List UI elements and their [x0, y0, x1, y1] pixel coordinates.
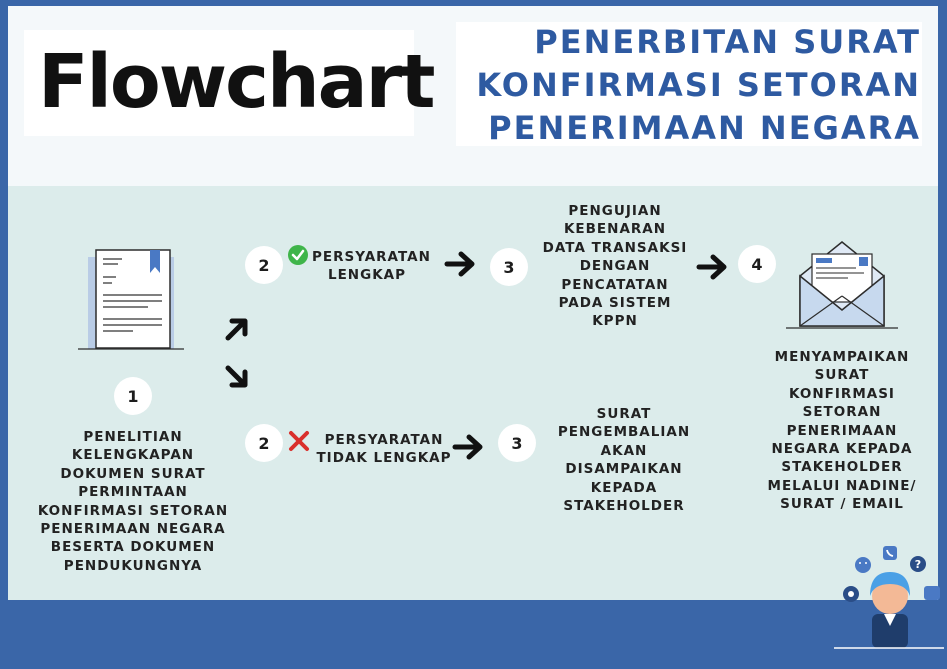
step-1-text: PENELITIAN KELENGKAPAN DOKUMEN SURAT PERMINTAAN KONFIRMASI SETORAN PENERIMAAN NEGARA BESERTA DOKUMEN PENDUKUNGNYA	[37, 429, 229, 574]
arrow-right-icon	[444, 250, 476, 278]
step-3-fail-number: 3	[498, 424, 536, 462]
cross-icon	[288, 430, 310, 452]
step-1-number: 1	[114, 377, 152, 415]
step-3-ok-text: PENGUJIAN KEBENARAN DATA TRANSAKSI DENGAN PENCATATAN PADA SISTEM KPPN	[542, 203, 688, 330]
step-4-text: MENYAMPAIKAN SURAT KONFIRMASI SETORAN PENERIMAAN NEGARA KEPADA STAKEHOLDER MELALUI NADINE/ SURAT / EMAIL	[767, 349, 917, 513]
step-2-ok-number: 2	[245, 246, 283, 284]
title-line-3: PENERIMAAN NEGARA	[488, 109, 921, 147]
step-2-fail-number: 2	[245, 424, 283, 462]
arrow-down-right-icon	[222, 362, 252, 392]
step-3-ok-number: 3	[490, 248, 528, 286]
checkmark-icon	[287, 244, 309, 266]
customer-service-icon	[834, 540, 944, 652]
title-line-1: PENERBITAN SURAT	[534, 23, 921, 61]
envelope-icon	[786, 236, 898, 332]
step-2-fail-text: PERSYARATAN TIDAK LENGKAP	[316, 432, 452, 467]
flowchart-logo-text: Flowchart	[38, 39, 434, 125]
title-line-2: KONFIRMASI SETORAN	[476, 66, 921, 104]
step-3-fail-text: SURAT PENGEMBALIAN AKAN DISAMPAIKAN KEPADA STAKEHOLDER	[557, 406, 691, 515]
arrow-up-right-icon	[222, 314, 252, 344]
arrow-right-icon-3	[452, 433, 484, 461]
document-icon	[78, 245, 186, 353]
step-4-number: 4	[738, 245, 776, 283]
arrow-right-icon-2	[696, 253, 728, 281]
svg-text:?: ?	[914, 558, 922, 571]
step-2-ok-text: PERSYARATAN LENGKAP	[312, 249, 431, 284]
